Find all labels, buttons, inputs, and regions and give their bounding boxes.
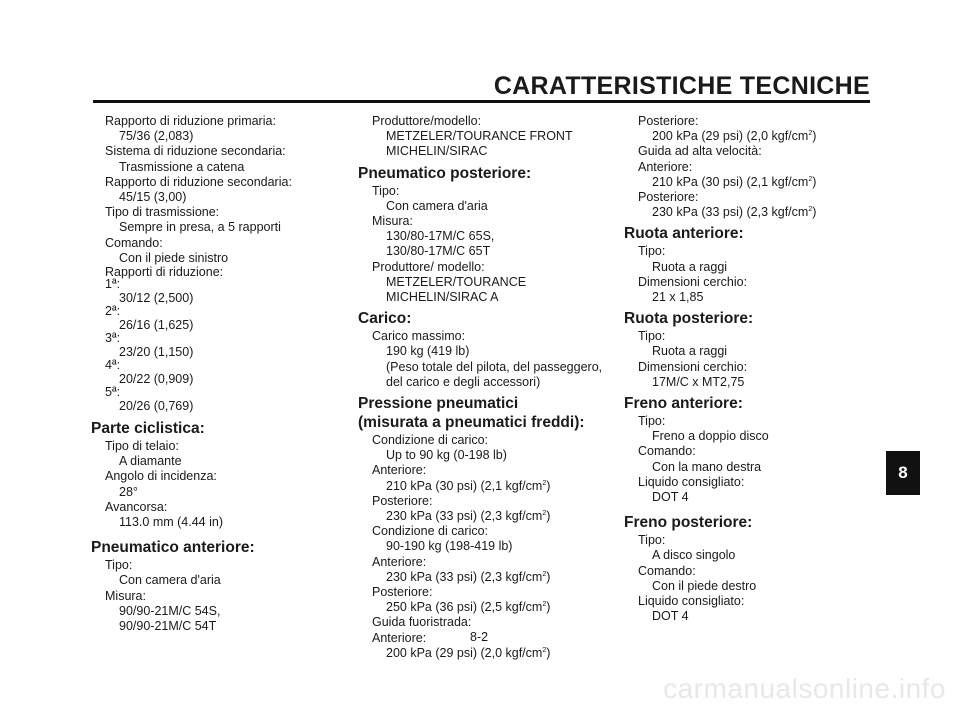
- pressure-value: 210 kPa (30 psi) (2,1 kgf/$cm^2$): [652, 174, 817, 189]
- spec-value: Freno a doppio disco: [652, 429, 769, 444]
- spec-label: Comando:: [105, 235, 163, 250]
- spec-label: Tipo:: [638, 533, 666, 548]
- spec-label: Produttore/ modello:: [372, 259, 485, 274]
- chapter-tab: 8: [886, 451, 920, 495]
- spec-value: 90/90-21M/C 54T: [119, 619, 217, 634]
- spec-value: Ruota a raggi: [652, 259, 728, 274]
- section-heading: Pneumatico anteriore:: [91, 539, 255, 557]
- spec-label: Tipo:: [105, 558, 133, 573]
- spec-label: Comando:: [638, 444, 696, 459]
- spec-value: 17M/C x MT2,75: [652, 374, 745, 389]
- spec-label: Carico massimo:: [372, 329, 466, 344]
- spec-label: Dimensioni cerchio:: [638, 359, 748, 374]
- spec-value: A disco singolo: [652, 548, 736, 563]
- gear-value: 30/12 (2,500): [119, 290, 194, 305]
- spec-value: 130/80-17M/C 65S,: [386, 229, 495, 244]
- gear-value: 23/20 (1,150): [119, 344, 194, 359]
- spec-value: 75/36 (2,083): [119, 129, 194, 144]
- spec-column-3: [624, 114, 864, 624]
- spec-label: Posteriore:: [638, 190, 699, 205]
- page-number: 8-2: [470, 630, 489, 644]
- spec-value: Ruota a raggi: [652, 344, 728, 359]
- gear-label: 4ª:: [105, 358, 121, 373]
- section-heading: Carico:: [358, 310, 412, 328]
- section-heading: Freno posteriore:: [624, 514, 753, 532]
- pressure-value: 230 kPa (33 psi) (2,3 kgf/$cm^2$): [386, 509, 551, 524]
- page-title: CARATTERISTICHE TECNICHE: [493, 72, 870, 100]
- pressure-value: 200 kPa (29 psi) (2,0 kgf/$cm^2$): [386, 645, 551, 660]
- spec-value: 113.0 mm (4.44 in): [119, 515, 223, 530]
- spec-label: Anteriore:: [372, 554, 427, 569]
- spec-label: Tipo:: [638, 244, 666, 259]
- spec-label: Posteriore:: [372, 493, 433, 508]
- title-rule: [93, 100, 870, 103]
- spec-label: Tipo:: [638, 414, 666, 429]
- spec-label: Anteriore:: [372, 463, 427, 478]
- spec-column-2: [358, 114, 613, 661]
- spec-value: METZELER/TOURANCE FRONT: [386, 129, 573, 144]
- spec-value: Con il piede destro: [652, 578, 757, 593]
- gear-label: 5ª:: [105, 385, 121, 400]
- spec-label: Anteriore:: [638, 159, 693, 174]
- spec-label: Dimensioni cerchio:: [638, 274, 748, 289]
- section-heading: Ruota posteriore:: [624, 310, 754, 328]
- section-heading: Parte ciclistica:: [91, 420, 205, 438]
- spec-value: Sempre in presa, a 5 rapporti: [119, 220, 281, 235]
- spec-label: Avancorsa:: [105, 499, 168, 514]
- spec-value: Trasmissione a catena: [119, 159, 245, 174]
- watermark: carmanualsonline.info: [663, 673, 946, 704]
- spec-label: Condizione di carico:: [372, 433, 489, 448]
- spec-label: Misura:: [372, 214, 413, 229]
- gear-value: 26/16 (1,625): [119, 317, 194, 332]
- pressure-value: 230 kPa (33 psi) (2,3 kgf/$cm^2$): [386, 569, 551, 584]
- spec-label: Guida ad alta velocità:: [638, 144, 762, 159]
- spec-label: Guida fuoristrada:: [372, 615, 472, 630]
- section-heading: (misurata a pneumatici freddi):: [358, 414, 585, 432]
- spec-column-1: [91, 114, 355, 634]
- spec-value: DOT 4: [652, 609, 689, 624]
- gear-value: 20/26 (0,769): [119, 398, 194, 413]
- spec-value: Up to 90 kg (0-198 lb): [386, 448, 507, 463]
- gear-value: 20/22 (0,909): [119, 371, 194, 386]
- spec-value: Con il piede sinistro: [119, 250, 229, 265]
- pressure-value: 210 kPa (30 psi) (2,1 kgf/$cm^2$): [386, 478, 551, 493]
- section-heading: Freno anteriore:: [624, 395, 743, 413]
- spec-label: Rapporti di riduzione:: [105, 265, 224, 280]
- spec-value: 21 x 1,85: [652, 290, 704, 305]
- pressure-value: 230 kPa (33 psi) (2,3 kgf/$cm^2$): [652, 205, 817, 220]
- spec-value: 90/90-21M/C 54S,: [119, 603, 221, 618]
- spec-value: MICHELIN/SIRAC A: [386, 290, 499, 305]
- spec-value: (Peso totale del pilota, del passeggero,: [386, 359, 603, 374]
- spec-value: 90-190 kg (198-419 lb): [386, 539, 513, 554]
- pressure-value: 200 kPa (29 psi) (2,0 kgf/$cm^2$): [652, 129, 817, 144]
- spec-label: Liquido consigliato:: [638, 474, 745, 489]
- spec-value: Con camera d'aria: [386, 198, 488, 213]
- spec-label: Misura:: [105, 588, 146, 603]
- section-heading: Ruota anteriore:: [624, 225, 744, 243]
- spec-label: Condizione di carico:: [372, 524, 489, 539]
- gear-label: 3ª:: [105, 331, 121, 346]
- spec-value: DOT 4: [652, 490, 689, 505]
- spec-value: A diamante: [119, 454, 182, 469]
- spec-value: del carico e degli accessori): [386, 374, 541, 389]
- spec-label: Comando:: [638, 563, 696, 578]
- gear-label: 1ª:: [105, 277, 121, 292]
- spec-label: Liquido consigliato:: [638, 594, 745, 609]
- spec-value: METZELER/TOURANCE: [386, 274, 527, 289]
- spec-label: Anteriore:: [372, 630, 427, 645]
- spec-label: Rapporto di riduzione primaria:: [105, 114, 276, 128]
- spec-label: Angolo di incidenza:: [105, 469, 217, 484]
- section-heading: Pneumatico posteriore:: [358, 164, 532, 182]
- spec-value: MICHELIN/SIRAC: [386, 144, 488, 159]
- spec-label: Produttore/modello:: [372, 114, 482, 128]
- spec-value: Con camera d'aria: [119, 573, 221, 588]
- spec-label: Tipo:: [372, 183, 400, 198]
- section-heading: Pressione pneumatici: [358, 395, 519, 413]
- spec-label: Posteriore:: [372, 585, 433, 600]
- gear-label: 2ª:: [105, 304, 121, 319]
- pressure-value: 250 kPa (36 psi) (2,5 kgf/$cm^2$): [386, 600, 551, 615]
- spec-value: Con la mano destra: [652, 459, 762, 474]
- spec-value: 190 kg (419 lb): [386, 344, 470, 359]
- spec-label: Rapporto di riduzione secondaria:: [105, 174, 292, 189]
- spec-value: 45/15 (3,00): [119, 190, 187, 205]
- spec-label: Tipo di trasmissione:: [105, 205, 220, 220]
- spec-value: 28°: [119, 484, 138, 499]
- spec-value: 130/80-17M/C 65T: [386, 244, 491, 259]
- spec-label: Sistema di riduzione secondaria:: [105, 144, 286, 159]
- spec-label: Tipo:: [638, 329, 666, 344]
- spec-label: Posteriore:: [638, 114, 699, 128]
- spec-label: Tipo di telaio:: [105, 439, 179, 454]
